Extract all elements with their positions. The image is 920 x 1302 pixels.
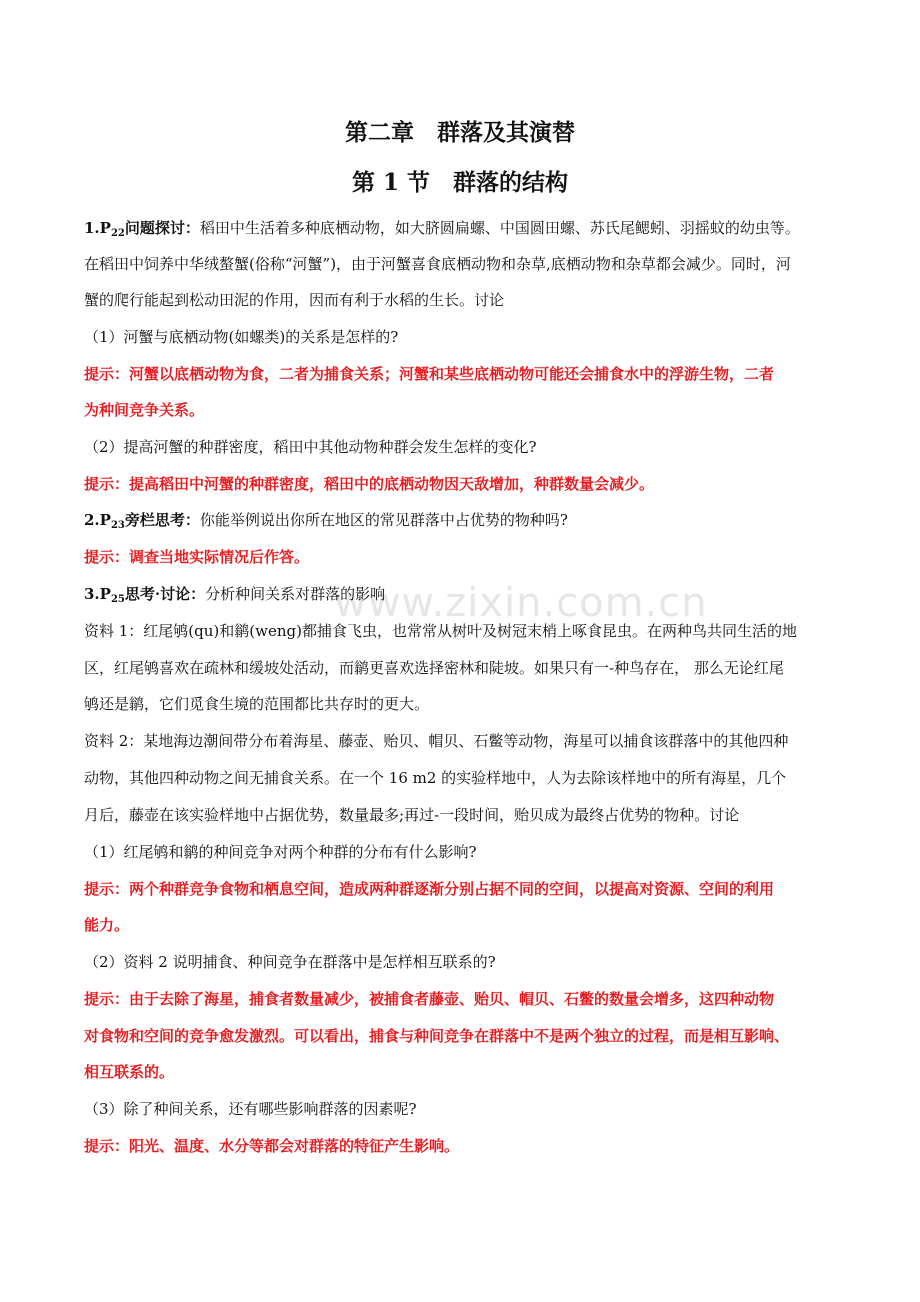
q3-hint-2-line-2: 对食物和空间的竞争愈发激烈。可以看出，捕食与种间竞争在群落中不是两个独立的过程，而是相互影响、 bbox=[84, 1027, 790, 1045]
q3-material-2-line-2: 动物，其他四种动物之间无捕食关系。在一个 16 m2 的实验样地中，人为去除该样地中的所有海星，几个 bbox=[84, 769, 787, 787]
q3-line bbox=[84, 584, 854, 604]
q3-material-2-line-3: 月后，藤壶在该实验样地中占据优势，数量最多;再过-一段时间，贻贝成为最终占优势的物种。讨论 bbox=[84, 806, 740, 824]
q3-hint-2-line-1: 提示：由于去除了海星，捕食者数量减少，被捕食者藤壶、贻贝、帽贝、石鳖的数量会增多，这四种动物 bbox=[84, 990, 775, 1008]
q1-hint-2: 提示：提高稻田中河蟹的种群密度，稻田中的底栖动物因天敌增加，种群数量会减少。 bbox=[84, 475, 655, 493]
q3-label: 思考·讨论： bbox=[124, 585, 206, 603]
q3-text: 分析种间关系对群落的影响 bbox=[205, 585, 386, 603]
q1-intro-line-3: 蟹的爬行能起到松动田泥的作用，因而有利于水稻的生长。讨论 bbox=[84, 291, 505, 309]
q1-text: 稻田中生活着多种底栖动物，如大脐圆扁螺、中国圆田螺、苏氏尾鳃蚓、羽摇蚊的幼虫等。 bbox=[199, 219, 800, 237]
q1-intro-line-2: 在稻田中饲养中华绒螯蟹(俗称“河蟹”)，由于河蟹喜食底栖动物和杂草,底栖动物和杂草都会减少。同时，河 bbox=[84, 255, 791, 273]
q1-number: 1.P bbox=[84, 219, 111, 237]
q2-text: 你能举例说出你所在地区的常见群落中占优势的物种吗? bbox=[199, 511, 568, 529]
q1-hint-1-line-1: 提示：河蟹以底栖动物为食，二者为捕食关系；河蟹和某些底栖动物可能还会捕食水中的浮游生物，二者 bbox=[84, 365, 775, 383]
q3-sub-question-2: （2）资料 2 说明捕食、种间竞争在群落中是怎样相互联系的? bbox=[84, 953, 496, 971]
q1-intro-line-1 bbox=[84, 218, 854, 238]
q2-number: 2.P bbox=[84, 511, 111, 529]
q2-line bbox=[84, 510, 854, 530]
q2-hint: 提示：调查当地实际情况后作答。 bbox=[84, 548, 310, 566]
watermark: www.zixin.com.cn bbox=[334, 580, 708, 626]
q3-material-1-line-1: 资料 1：红尾鸲(qu)和鹟(weng)都捕食飞虫，也常常从树叶及树冠末梢上啄食昆虫。在两种鸟共同生活的地 bbox=[84, 622, 797, 640]
q3-hint-3: 提示：阳光、温度、水分等都会对群落的特征产生影响。 bbox=[84, 1137, 460, 1155]
q3-number: 3.P bbox=[84, 585, 111, 603]
q3-sub-question-3: （3）除了种间关系，还有哪些影响群落的因素呢? bbox=[84, 1100, 417, 1118]
q3-sub-question-1: （1）红尾鸲和鹟的种间竞争对两个种群的分布有什么影响? bbox=[84, 843, 477, 861]
q2-page-subscript: 23 bbox=[110, 520, 125, 531]
q3-material-2-line-1: 资料 2：某地海边潮间带分布着海星、藤壶、贻贝、帽贝、石鳖等动物，海星可以捕食该群落中的其他四种 bbox=[84, 732, 789, 750]
q3-material-1-line-3: 鸲还是鹟，它们觅食生境的范围都比共存时的更大。 bbox=[84, 695, 430, 713]
q1-page-subscript: 22 bbox=[110, 228, 125, 239]
chapter-title: 第二章 群落及其演替 bbox=[345, 119, 575, 146]
section-title: 第 1 节 群落的结构 bbox=[351, 169, 569, 196]
q3-material-1-line-2: 区，红尾鸲喜欢在疏林和缓坡处活动，而鹟更喜欢选择密林和陡坡。如果只有一-种鸟存在， 那么无论红尾 bbox=[84, 659, 784, 677]
q1-label: 问题探讨： bbox=[124, 219, 200, 237]
q1-sub-question-2: （2）提高河蟹的种群密度，稻田中其他动物种群会发生怎样的变化? bbox=[84, 438, 537, 456]
q3-hint-1-line-2: 能力。 bbox=[84, 916, 130, 934]
q3-hint-1-line-1: 提示：两个种群竞争食物和栖息空间，造成两种群逐渐分别占据不同的空间，以提高对资源、空间的利用 bbox=[84, 880, 775, 898]
q1-sub-question-1: （1）河蟹与底栖动物(如螺类)的关系是怎样的? bbox=[84, 328, 399, 346]
q3-page-subscript: 25 bbox=[110, 594, 125, 605]
q1-hint-1-line-2: 为种间竞争关系。 bbox=[84, 401, 205, 419]
q2-label: 旁栏思考： bbox=[124, 511, 200, 529]
q3-hint-2-line-3: 相互联系的。 bbox=[84, 1063, 175, 1081]
